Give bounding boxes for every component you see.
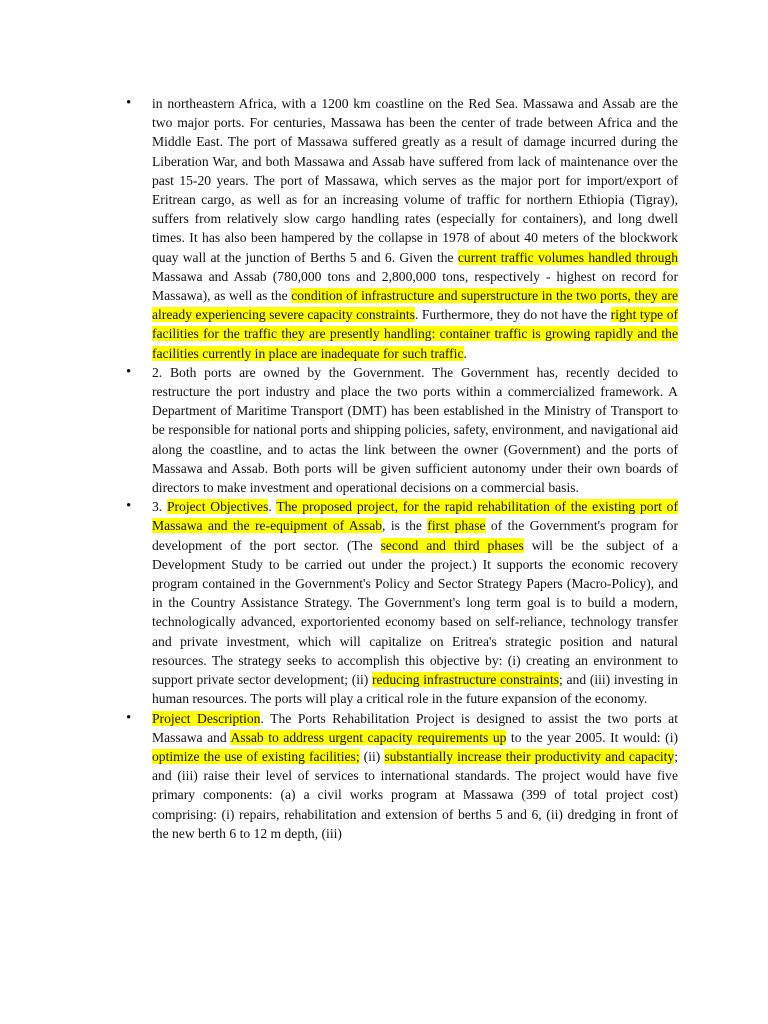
- list-item: [126, 709, 679, 843]
- bullet-icon: •: [126, 709, 132, 726]
- bullet-icon: •: [126, 498, 132, 515]
- text-run: 2. Both ports are owned by the Government. The Government has, recently decided to restructure the port industry and place the two ports within a commercialized framework. A Department of Maritime Transport (DMT) has been established in the Ministry of Transport to be responsible for national ports and shipping policies, safety, environment, and navigational aid along the coastline, and to actas the link between the owner (Government) and the ports of Massawa and Assab. Both ports will be given sufficient autonomy under their own boards of directors to make investment and operational decisions on a commercial basis.: [152, 364, 678, 496]
- paragraph: [152, 363, 678, 497]
- text-run: . Furthermore, they do not have the: [414, 307, 611, 323]
- paragraph: [152, 94, 678, 363]
- highlighted-text: right type of facilities for the traffic they are presently handling: container traffic is growing rapidly and the facilities currently in place are inadequate for such traffic: [152, 307, 679, 361]
- highlighted-text: reducing infrastructure constraints: [372, 672, 560, 688]
- text-run: of the Government's program for development of the port sector. (The: [152, 518, 679, 553]
- text-run: . The Ports Rehabilitation Project is designed to assist the two ports at Massawa and: [152, 710, 678, 745]
- text-run: 3.: [152, 499, 167, 515]
- paragraph: [152, 497, 678, 708]
- text-run: will be the subject of a Development Study to be carried out under the project.) It supports the economic recovery program contained in the Government's Policy and Sector Strategy Papers (Macro-Policy), and in the Country Assistance Strategy. The Government's long term goal is to build a modern, technologically advanced, exportoriented economy based on self-reliance, technology transfer and private investment, which will capitalize on Eritrea's strategic position and natural resources. The strategy seeks to accomplish this objective by: (i) creating an environment to support private sector development; (ii): [152, 537, 678, 688]
- highlighted-text: Project Description: [152, 710, 261, 726]
- highlighted-text: second and third phases: [380, 537, 524, 553]
- text-run: to the year 2005. It would: (i): [506, 729, 679, 745]
- list-item: [126, 497, 679, 708]
- highlighted-text: first phase: [427, 518, 486, 534]
- text-run: .: [463, 345, 467, 361]
- list-item: [126, 363, 678, 497]
- list-item: [126, 94, 679, 363]
- highlighted-text: optimize the use of existing facilities;: [152, 748, 360, 764]
- text-run: ; and (iii) raise their level of services to international standards. The project would have five primary components: (a) a civil works program at Massawa (399 of total project cost) comprising: (i) repairs, rehabilitation and extension of berths 5 and 6, (ii) dredging in front of the new berth 6 to 12 m depth, (iii): [152, 748, 678, 841]
- text-run: Massawa and Assab (780,000 tons and 2,800,000 tons, respectively - highest on record for Massawa), as well as the: [152, 268, 678, 304]
- highlighted-text: substantially increase their productivity and capacity: [384, 748, 675, 764]
- text-run: ; and (iii) investing in human resources. The ports will play a critical role in the future expansion of the economy.: [152, 672, 678, 707]
- highlighted-text: current traffic volumes handled through: [457, 249, 678, 265]
- highlighted-text: The proposed project, for the rapid rehabilitation of the existing port of Massawa and the re-equipment of Assab: [152, 499, 678, 534]
- text-run: .: [268, 499, 277, 515]
- paragraph: [152, 709, 678, 843]
- highlighted-text: condition of infrastructure and superstructure in the two ports, they are already experiencing severe capacity constraints: [152, 288, 678, 323]
- text-run: , is the: [382, 518, 428, 534]
- text-run: (ii): [359, 748, 385, 764]
- bullet-icon: •: [126, 363, 132, 380]
- text-run: in northeastern Africa, with a 1200 km coastline on the Red Sea. Massawa and Assab are the two major ports. For centuries, Massawa has been the center of trade between Africa and the Middle East. The port of Massawa suffered greatly as a result of damage incurred during the Liberation War, and both Massawa and Assab have suffered from lack of maintenance over the past 15-20 years. The port of Massawa, which serves as the major port for import/export of Eritrean cargo, as well as for an increasing volume of traffic for northern Ethiopia (Tigray), suffers from relatively slow cargo handling rates (especially for containers), and long dwell times. It has also been hampered by the collapse in 1978 of about 40 meters of the blockwork quay wall at the junction of Berths 5 and 6. Given the: [152, 96, 678, 265]
- bullet-icon: •: [126, 95, 132, 111]
- bullet-list: [126, 94, 679, 843]
- highlighted-text: Project Objectives: [166, 499, 269, 515]
- highlighted-text: Assab to address urgent capacity requirements up: [230, 729, 507, 745]
